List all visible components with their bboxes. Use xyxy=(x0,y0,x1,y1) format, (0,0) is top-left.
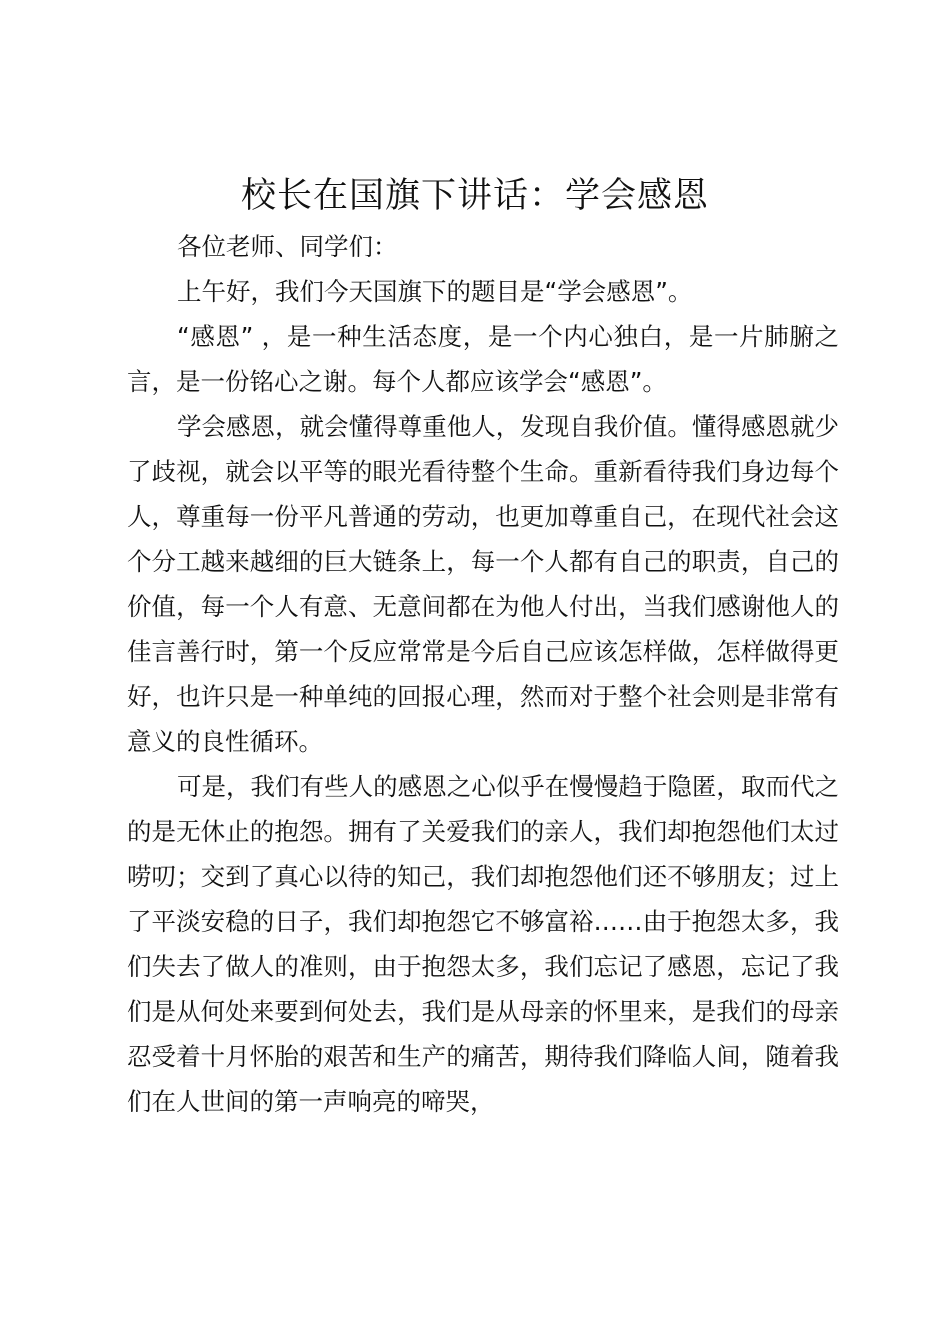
definition-paragraph: “感恩” ，是一种生活态度，是一个内心独白，是一片肺腑之言，是一份铭心之谢。每个人都应该学会“感恩”。 xyxy=(127,322,839,396)
complaint-paragraph: 可是，我们有些人的感恩之心似乎在慢慢趋于隐匿，取而代之的是无休止的抱怨。拥有了关爱我们的亲人，我们却抱怨他们太过唠叨；交到了真心以待的知己，我们却抱怨他们还不够朋友；过上了平淡安稳的日子，我们却抱怨它不够富裕……由于抱怨太多，我们失去了做人的准则，由于抱怨太多，我们忘记了感恩，忘记了我们是从何处来要到何处去，我们是从母亲的怀里来，是我们的母亲忍受着十月怀胎的艰苦和生产的痛苦，期待我们降临人间，随着我们在人世间的第一声响亮的啼哭， xyxy=(127,772,839,1116)
opening-paragraph: 上午好，我们今天国旗下的题目是“学会感恩”。 xyxy=(177,277,693,306)
speech-body xyxy=(127,224,839,1124)
greeting-paragraph: 各位老师、同学们： xyxy=(177,232,398,261)
page-title: 校长在国旗下讲话：学会感恩 xyxy=(240,176,709,216)
respect-paragraph: 学会感恩，就会懂得尊重他人，发现自我价值。懂得感恩就少了歧视，就会以平等的眼光看待整个生命。重新看待我们身边每个人，尊重每一份平凡普通的劳动，也更加尊重自己，在现代社会这个分工越来越细的巨大链条上，每一个人都有自己的职责，自己的价值，每一个人有意、无意间都在为他人付出，当我们感谢他人的佳言善行时，第一个反应常常是今后自己应该怎样做，怎样做得更好，也许只是一种单纯的回报心理，然而对于整个社会则是非常有意义的良性循环。 xyxy=(127,412,839,756)
